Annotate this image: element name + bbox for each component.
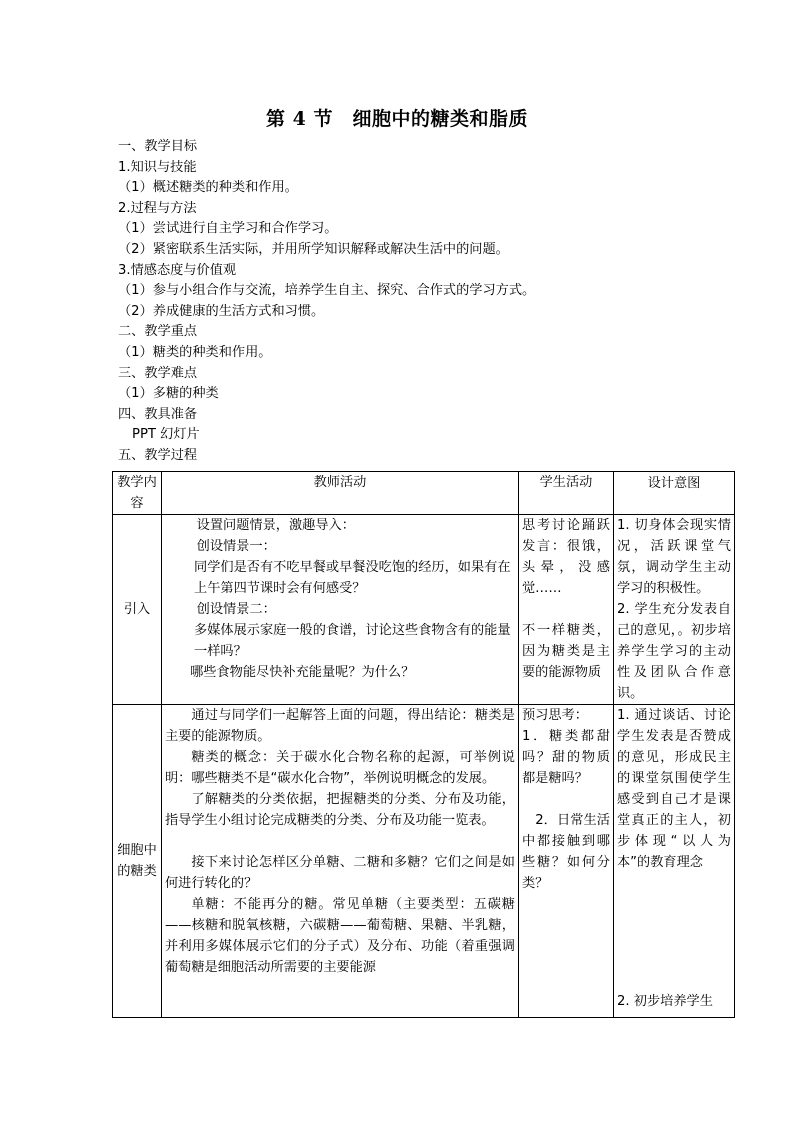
intent-text: 2. 初步培养学生 — [617, 994, 713, 1009]
student-text: 思考讨论踊跃发言：很饿，头晕，没感觉…… — [522, 518, 610, 596]
intent-cell — [614, 515, 735, 705]
student-activity-cell — [519, 705, 614, 1018]
outline-item: （2）养成健康的生活方式和习惯。 — [118, 303, 325, 319]
teacher-text: 了解糖类的分类依据，把握糖类的分类、分布及功能，指导学生小组讨论完成糖类的分类、分布及功能一览表。 — [165, 792, 515, 828]
outline-item: （1）参与小组合作与交流，培养学生自主、探究、合作式的学习方式。 — [118, 283, 536, 299]
row-content-label: 细胞中的糖类 — [113, 705, 162, 1018]
teacher-text: 单糖：不能再分的糖。常见单糖（主要类型：五碳糖——核糖和脱氧核糖，六碳糖——葡萄糖、果糖、半乳糖，并利用多媒体展示它们的分子式）及分布、功能（着重强调葡萄糖是细胞活动所需要的主要能源 — [165, 897, 515, 975]
teacher-text: 接下来讨论怎样区分单糖、二糖和多糖？它们之间是如何进行转化的？ — [165, 855, 515, 891]
header-teacher: 教师活动 — [162, 472, 519, 515]
student-text: 1．糖类都甜吗？甜的物质都是糖吗？ — [522, 729, 610, 786]
teacher-text: 同学们是否有不吃早餐或早餐没吃饱的经历，如果有在上午第四节课时会有何感受？ — [194, 560, 511, 596]
section-heading: 四、教具准备 — [118, 406, 198, 422]
subsection-heading: 1.知识与技能 — [118, 159, 197, 175]
teacher-text: 创设情景二： — [196, 602, 276, 617]
intent-text: 2. 学生充分发表自己的意见，。初步培养学生学习的主动性及团队合作意识。 — [617, 602, 731, 701]
page-title: 第 4 节 细胞中的糖类和脂质 — [266, 108, 528, 130]
teacher-text: 通过与同学们一起解答上面的问题，得出结论：糖类是主要的能源物质。 — [165, 708, 515, 744]
outline-item: （1）概述糖类的种类和作用。 — [118, 180, 298, 196]
teacher-text: 创设情景一： — [196, 539, 276, 554]
row-content-label: 引入 — [113, 515, 162, 705]
teacher-text: 哪些食物能尽快补充能量呢？为什么？ — [190, 665, 415, 680]
student-text: 不一样糖类，因为糖类是主要的能源物质 — [522, 623, 610, 680]
student-activity-cell — [519, 515, 614, 705]
intent-text: 1. 切身体会现实情况，活跃课堂气氛，调动学生主动学习的积极性。 — [617, 518, 731, 596]
outline-item: （2）紧密联系生活实际，并用所学知识解释或解决生活中的问题。 — [118, 241, 509, 257]
teacher-text: 多媒体展示家庭一般的食谱，讨论这些食物含有的能量一样吗？ — [194, 623, 511, 659]
teacher-text: 设置问题情景，激趣导入： — [196, 518, 355, 533]
section-heading: 二、教学重点 — [118, 324, 198, 340]
teacher-text: 糖类的概念：关于碳水化合物名称的起源，可举例说明：哪些糖类不是“碳水化合物”，举例说明概念的发展。 — [165, 750, 515, 786]
header-content: 教学内容 — [113, 472, 162, 515]
teacher-activity-cell — [162, 515, 519, 705]
table-header-row — [113, 472, 735, 515]
intent-cell — [614, 705, 735, 1018]
student-text: 预习思考： — [522, 708, 588, 723]
table-row — [113, 705, 735, 1018]
teacher-activity-cell — [162, 705, 519, 1018]
section-heading: 五、教学过程 — [118, 447, 198, 463]
subsection-heading: 2.过程与方法 — [118, 200, 197, 216]
lesson-outline — [118, 137, 738, 467]
header-student: 学生活动 — [519, 472, 614, 515]
outline-item: （1）尝试进行自主学习和合作学习。 — [118, 221, 338, 237]
outline-item: （1）多糖的种类 — [118, 386, 219, 402]
table-row — [113, 515, 735, 705]
intent-text: 1. 通过谈话、讨论学生发表是否赞成的意见，形成民主的课堂氛围使学生感受到自己才是课堂真正的主人，初步体现“以人为本”的教育理念 — [617, 708, 731, 870]
section-heading: 三、教学难点 — [118, 365, 198, 381]
section-heading: 一、教学目标 — [118, 139, 198, 154]
header-intent: 设计意图 — [614, 472, 735, 515]
outline-item: （1）糖类的种类和作用。 — [118, 344, 272, 360]
student-text: 2．日常生活中都接触到哪些糖？如何分类？ — [522, 813, 610, 891]
subsection-heading: 3.情感态度与价值观 — [118, 262, 237, 278]
teaching-process-table — [112, 471, 735, 1018]
outline-item: PPT 幻灯片 — [132, 427, 200, 443]
